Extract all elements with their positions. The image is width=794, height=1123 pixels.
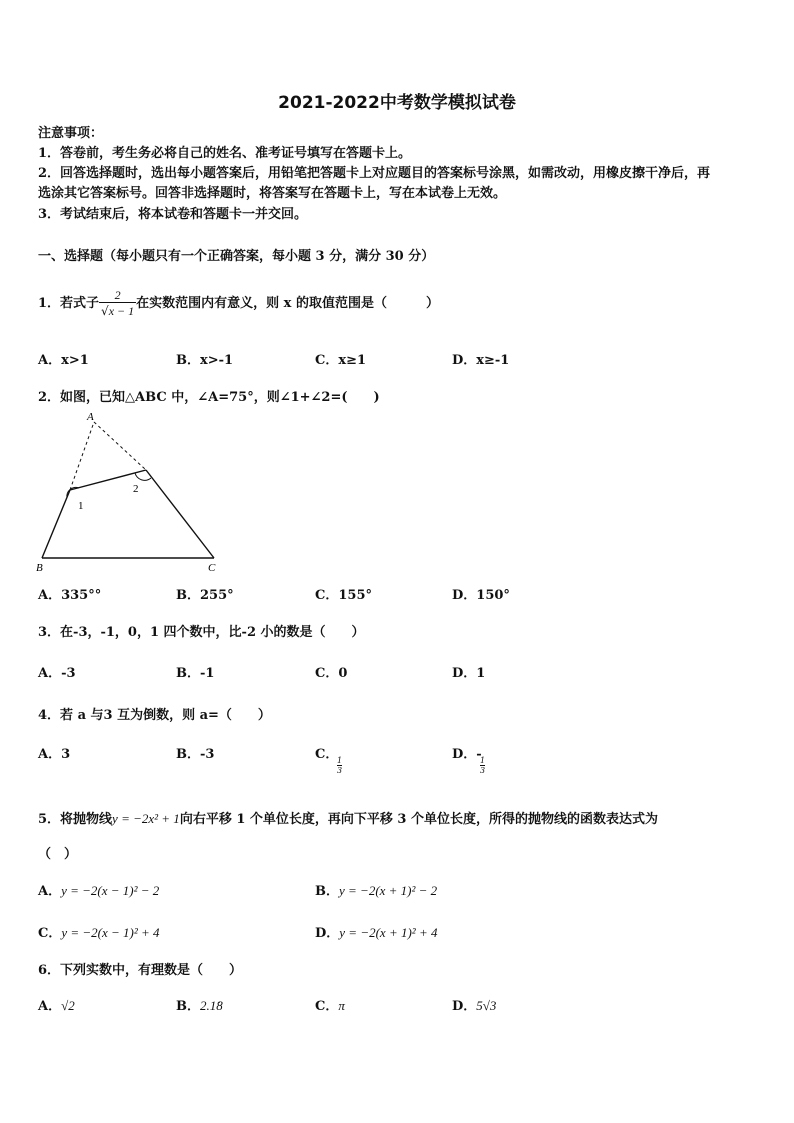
notice-line-1: 1．答卷前，考生务必将自己的姓名、准考证号填写在答题卡上。 bbox=[38, 146, 412, 161]
q1-fraction bbox=[99, 288, 136, 319]
label-angle-1: 1 bbox=[78, 500, 84, 512]
question-4: 4．若 a 与3 互为倒数，则 a=（ ） bbox=[38, 708, 271, 723]
label-b: B bbox=[36, 562, 43, 574]
q3-option-a[interactable]: A．-3 bbox=[38, 666, 76, 681]
q1-option-c[interactable]: C．x≥1 bbox=[315, 353, 367, 368]
question-1 bbox=[38, 288, 439, 319]
notice-heading: 注意事项： bbox=[38, 126, 104, 141]
q5-option-a[interactable]: A．y = −2(x − 1)² − 2 bbox=[38, 883, 160, 899]
side-c-lower bbox=[146, 470, 214, 558]
q6-option-b[interactable]: B．2.1̇8 bbox=[176, 998, 223, 1014]
q2-option-c[interactable]: C．155° bbox=[315, 588, 372, 603]
q1-frac-num: 2 bbox=[114, 288, 121, 302]
side-a-dashed-left bbox=[70, 422, 94, 490]
q5-option-b[interactable]: B．y = −2(x + 1)² − 2 bbox=[315, 883, 438, 899]
q4-option-a[interactable]: A．3 bbox=[38, 747, 71, 762]
q1-frac-den: √x − 1 bbox=[101, 304, 135, 318]
q3-option-c[interactable]: C．0 bbox=[315, 666, 348, 681]
q1-option-d[interactable]: D．x≥-1 bbox=[452, 353, 510, 368]
q1-prefix: 1．若式子 bbox=[38, 296, 100, 311]
label-a: A bbox=[87, 411, 94, 423]
label-angle-2: 2 bbox=[133, 483, 139, 495]
q1-suffix: 在实数范围内有意义，则 x 的取值范围是（ ） bbox=[136, 296, 439, 311]
question-3: 3．在-3，-1，0，1 四个数中，比-2 小的数是（ ） bbox=[38, 625, 365, 640]
side-a-dashed-right bbox=[94, 422, 146, 470]
label-c: C bbox=[208, 562, 216, 574]
q2-option-b[interactable]: B．255° bbox=[176, 588, 234, 603]
q5-stem-b: 向右平移 1 个单位长度，再向下平移 3 个单位长度，所得的抛物线的函数表达式为 bbox=[179, 812, 659, 827]
question-2: 2．如图，已知△ABC 中，∠A=75°，则∠1+∠2=( ) bbox=[38, 390, 380, 405]
q4-d-fraction: 1 3 bbox=[480, 756, 486, 775]
q3-option-d[interactable]: D．1 bbox=[452, 666, 486, 681]
q4-option-c[interactable]: C． bbox=[315, 747, 339, 762]
notice-line-3: 3．考试结束后，将本试卷和答题卡一并交回。 bbox=[38, 207, 308, 222]
q5-option-d[interactable]: D．y = −2(x + 1)² + 4 bbox=[315, 925, 438, 941]
q5-option-c[interactable]: C．y = −2(x − 1)² + 4 bbox=[38, 925, 160, 941]
q4-option-d[interactable]: D．- bbox=[452, 747, 482, 762]
q2-option-d[interactable]: D．150° bbox=[452, 588, 510, 603]
side-b-lower bbox=[42, 490, 70, 558]
q6-option-c[interactable]: C．π bbox=[315, 998, 345, 1014]
q6-option-a[interactable]: A．√2 bbox=[38, 998, 75, 1014]
q5-paren: （ ） bbox=[38, 847, 78, 862]
notice-line-2a: 2．回答选择题时，选出每小题答案后，用铅笔把答题卡上对应题目的答案标号涂黑，如需改动，用橡皮擦干净后，再 bbox=[38, 166, 711, 181]
q3-option-b[interactable]: B．-1 bbox=[176, 666, 215, 681]
q6-option-d[interactable]: D．5√3 bbox=[452, 998, 497, 1014]
q5-stem-a: 5．将抛物线 bbox=[38, 812, 113, 827]
q1-option-a[interactable]: A．x>1 bbox=[38, 353, 89, 368]
triangle-figure bbox=[34, 408, 224, 574]
notice-line-2b: 选涂其它答案标号。回答非选择题时，将答案写在答题卡上，写在本试卷上无效。 bbox=[38, 186, 507, 201]
q1-option-b[interactable]: B．x>-1 bbox=[176, 353, 234, 368]
q2-option-a[interactable]: A．335°° bbox=[38, 588, 102, 603]
q4-c-fraction: 1 3 bbox=[337, 756, 343, 775]
question-6: 6．下列实数中，有理数是（ ） bbox=[38, 963, 243, 978]
section-heading: 一、选择题（每小题只有一个正确答案，每小题 3 分，满分 30 分） bbox=[38, 249, 435, 264]
q5-expression: y = −2x² + 1 bbox=[112, 811, 180, 826]
page-title: 2021-2022中考数学模拟试卷 bbox=[278, 93, 516, 113]
question-5 bbox=[38, 808, 658, 827]
q4-option-b[interactable]: B．-3 bbox=[176, 747, 215, 762]
